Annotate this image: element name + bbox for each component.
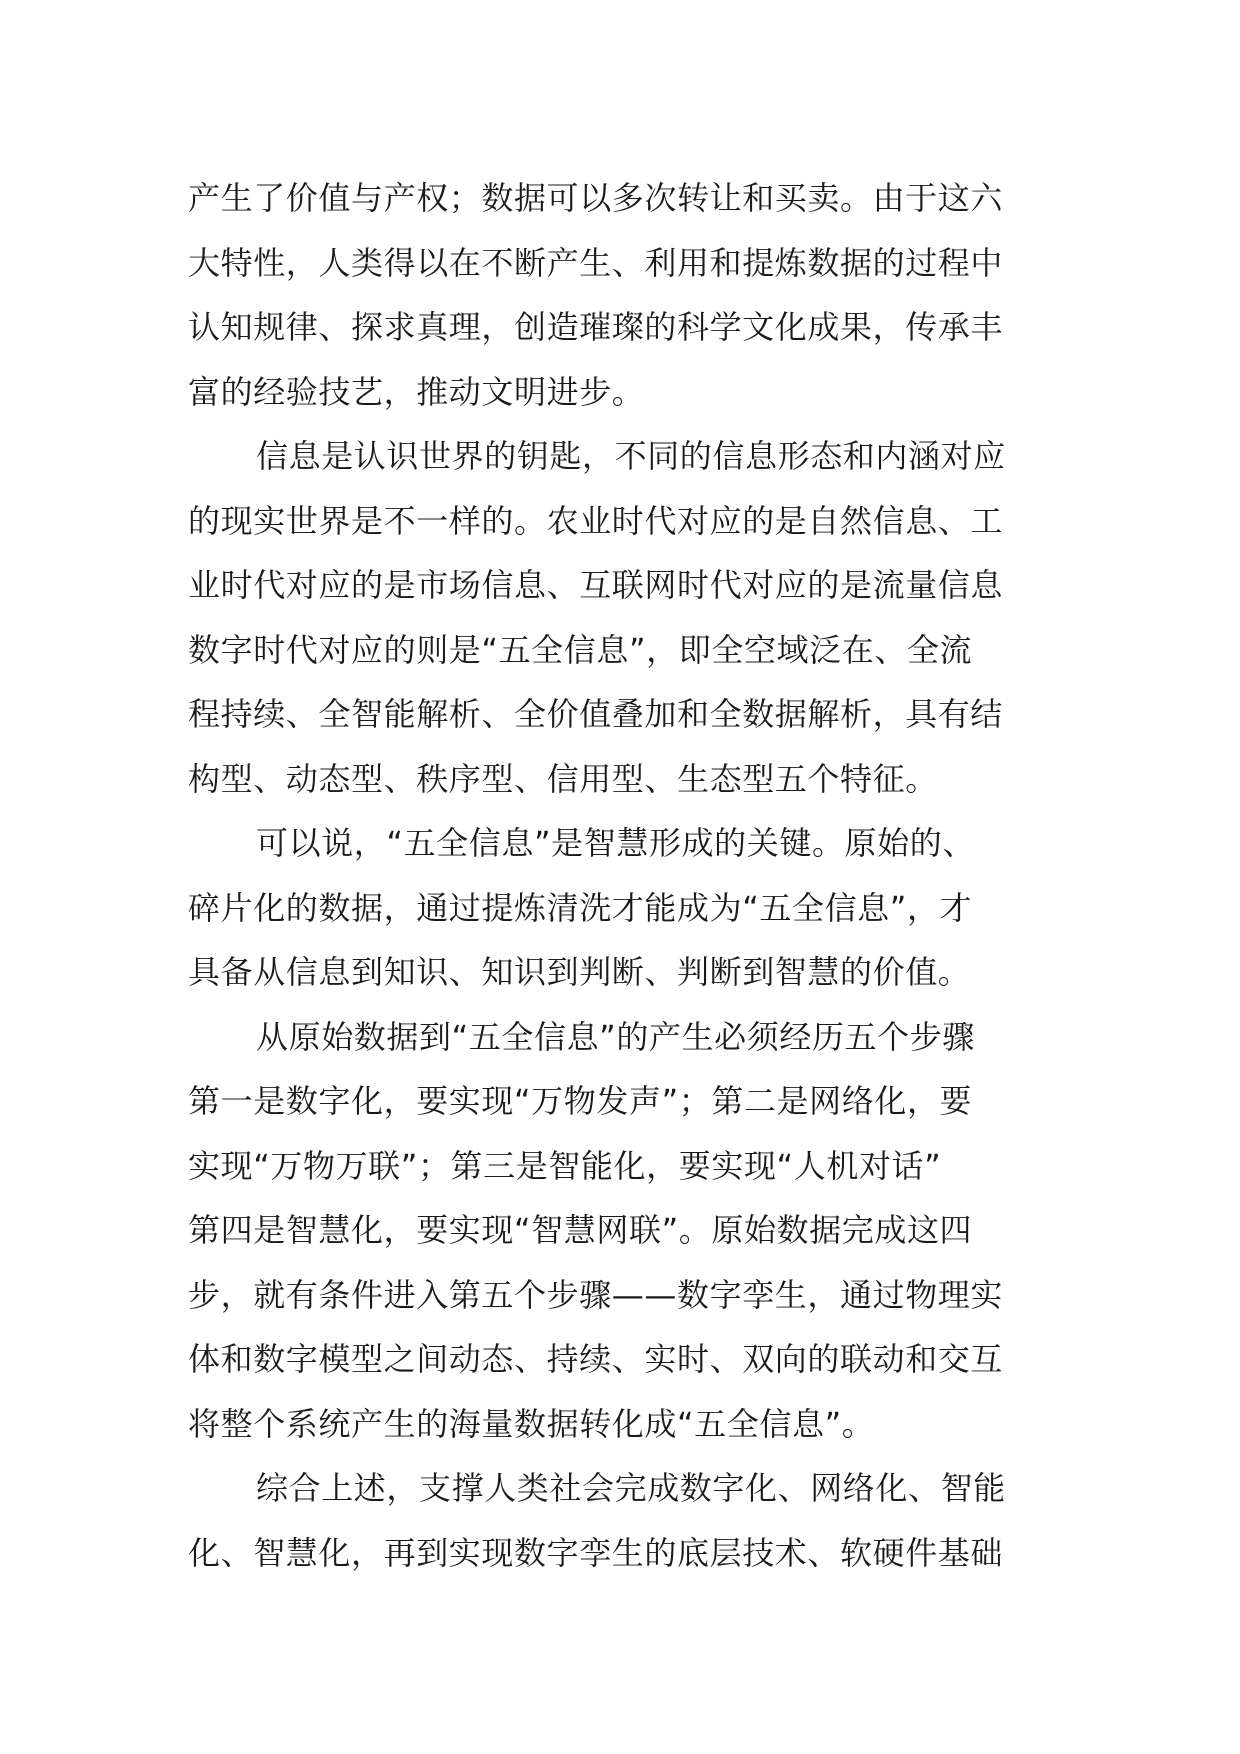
text-line: 数字时代对应的则是“五全信息”，即全空域泛在、全流 [188, 630, 973, 669]
text-line: 步，就有条件进入第五个步骤——数字孪生，通过物理实 [188, 1275, 1004, 1314]
text-line: 综合上述，支撑人类社会完成数字化、网络化、智能 [256, 1469, 1006, 1507]
text-line: 体和数字模型之间动态、持续、实时、双向的联动和交互 [188, 1340, 1004, 1378]
text-line: 信息是认识世界的钥匙，不同的信息形态和内涵对应 [256, 437, 1006, 475]
text-line: 富的经验技艺，推动文明进步。 [188, 372, 645, 411]
text-line: 第四是智慧化，要实现“智慧网联”。原始数据完成这四 [188, 1211, 973, 1249]
text-line: 产生了价值与产权；数据可以多次转让和买卖。由于这六 [188, 179, 1004, 217]
text-line: 第一是数字化，要实现“万物发声”；第二是网络化，要 [188, 1082, 973, 1120]
text-line: 将整个系统产生的海量数据转化成“五全信息”。 [188, 1404, 875, 1443]
paragraph [188, 424, 1068, 811]
text-line: 程持续、全智能解析、全价值叠加和全数据解析，具有结 [188, 695, 1004, 733]
text-line: 业时代对应的是市场信息、互联网时代对应的是流量信息 [188, 566, 1004, 604]
text-line: 从原始数据到“五全信息”的产生必须经历五个步骤 [256, 1017, 975, 1056]
paragraph [188, 811, 1068, 1005]
paragraph [188, 166, 1068, 424]
text-line: 构型、动态型、秩序型、信用型、生态型五个特征。 [188, 759, 938, 798]
text-line: 的现实世界是不一样的。农业时代对应的是自然信息、工 [188, 501, 1004, 540]
text-line: 碎片化的数据，通过提炼清洗才能成为“五全信息”，才 [188, 888, 973, 927]
body-text [188, 166, 1068, 1585]
text-line: 认知规律、探求真理，创造璀璨的科学文化成果，传承丰 [188, 308, 1004, 346]
paragraph [188, 1005, 1068, 1457]
text-line: 可以说，“五全信息”是智慧形成的关键。原始的、 [256, 824, 975, 862]
text-line: 实现“万物万联”；第三是智能化，要实现“人机对话” [188, 1146, 942, 1185]
text-line: 具备从信息到知识、知识到判断、判断到智慧的价值。 [188, 953, 971, 991]
text-line: 化、智慧化，再到实现数字孪生的底层技术、软硬件基础 [188, 1533, 1004, 1572]
text-line: 大特性，人类得以在不断产生、利用和提炼数据的过程中 [188, 243, 1004, 282]
paragraph [188, 1456, 1068, 1585]
